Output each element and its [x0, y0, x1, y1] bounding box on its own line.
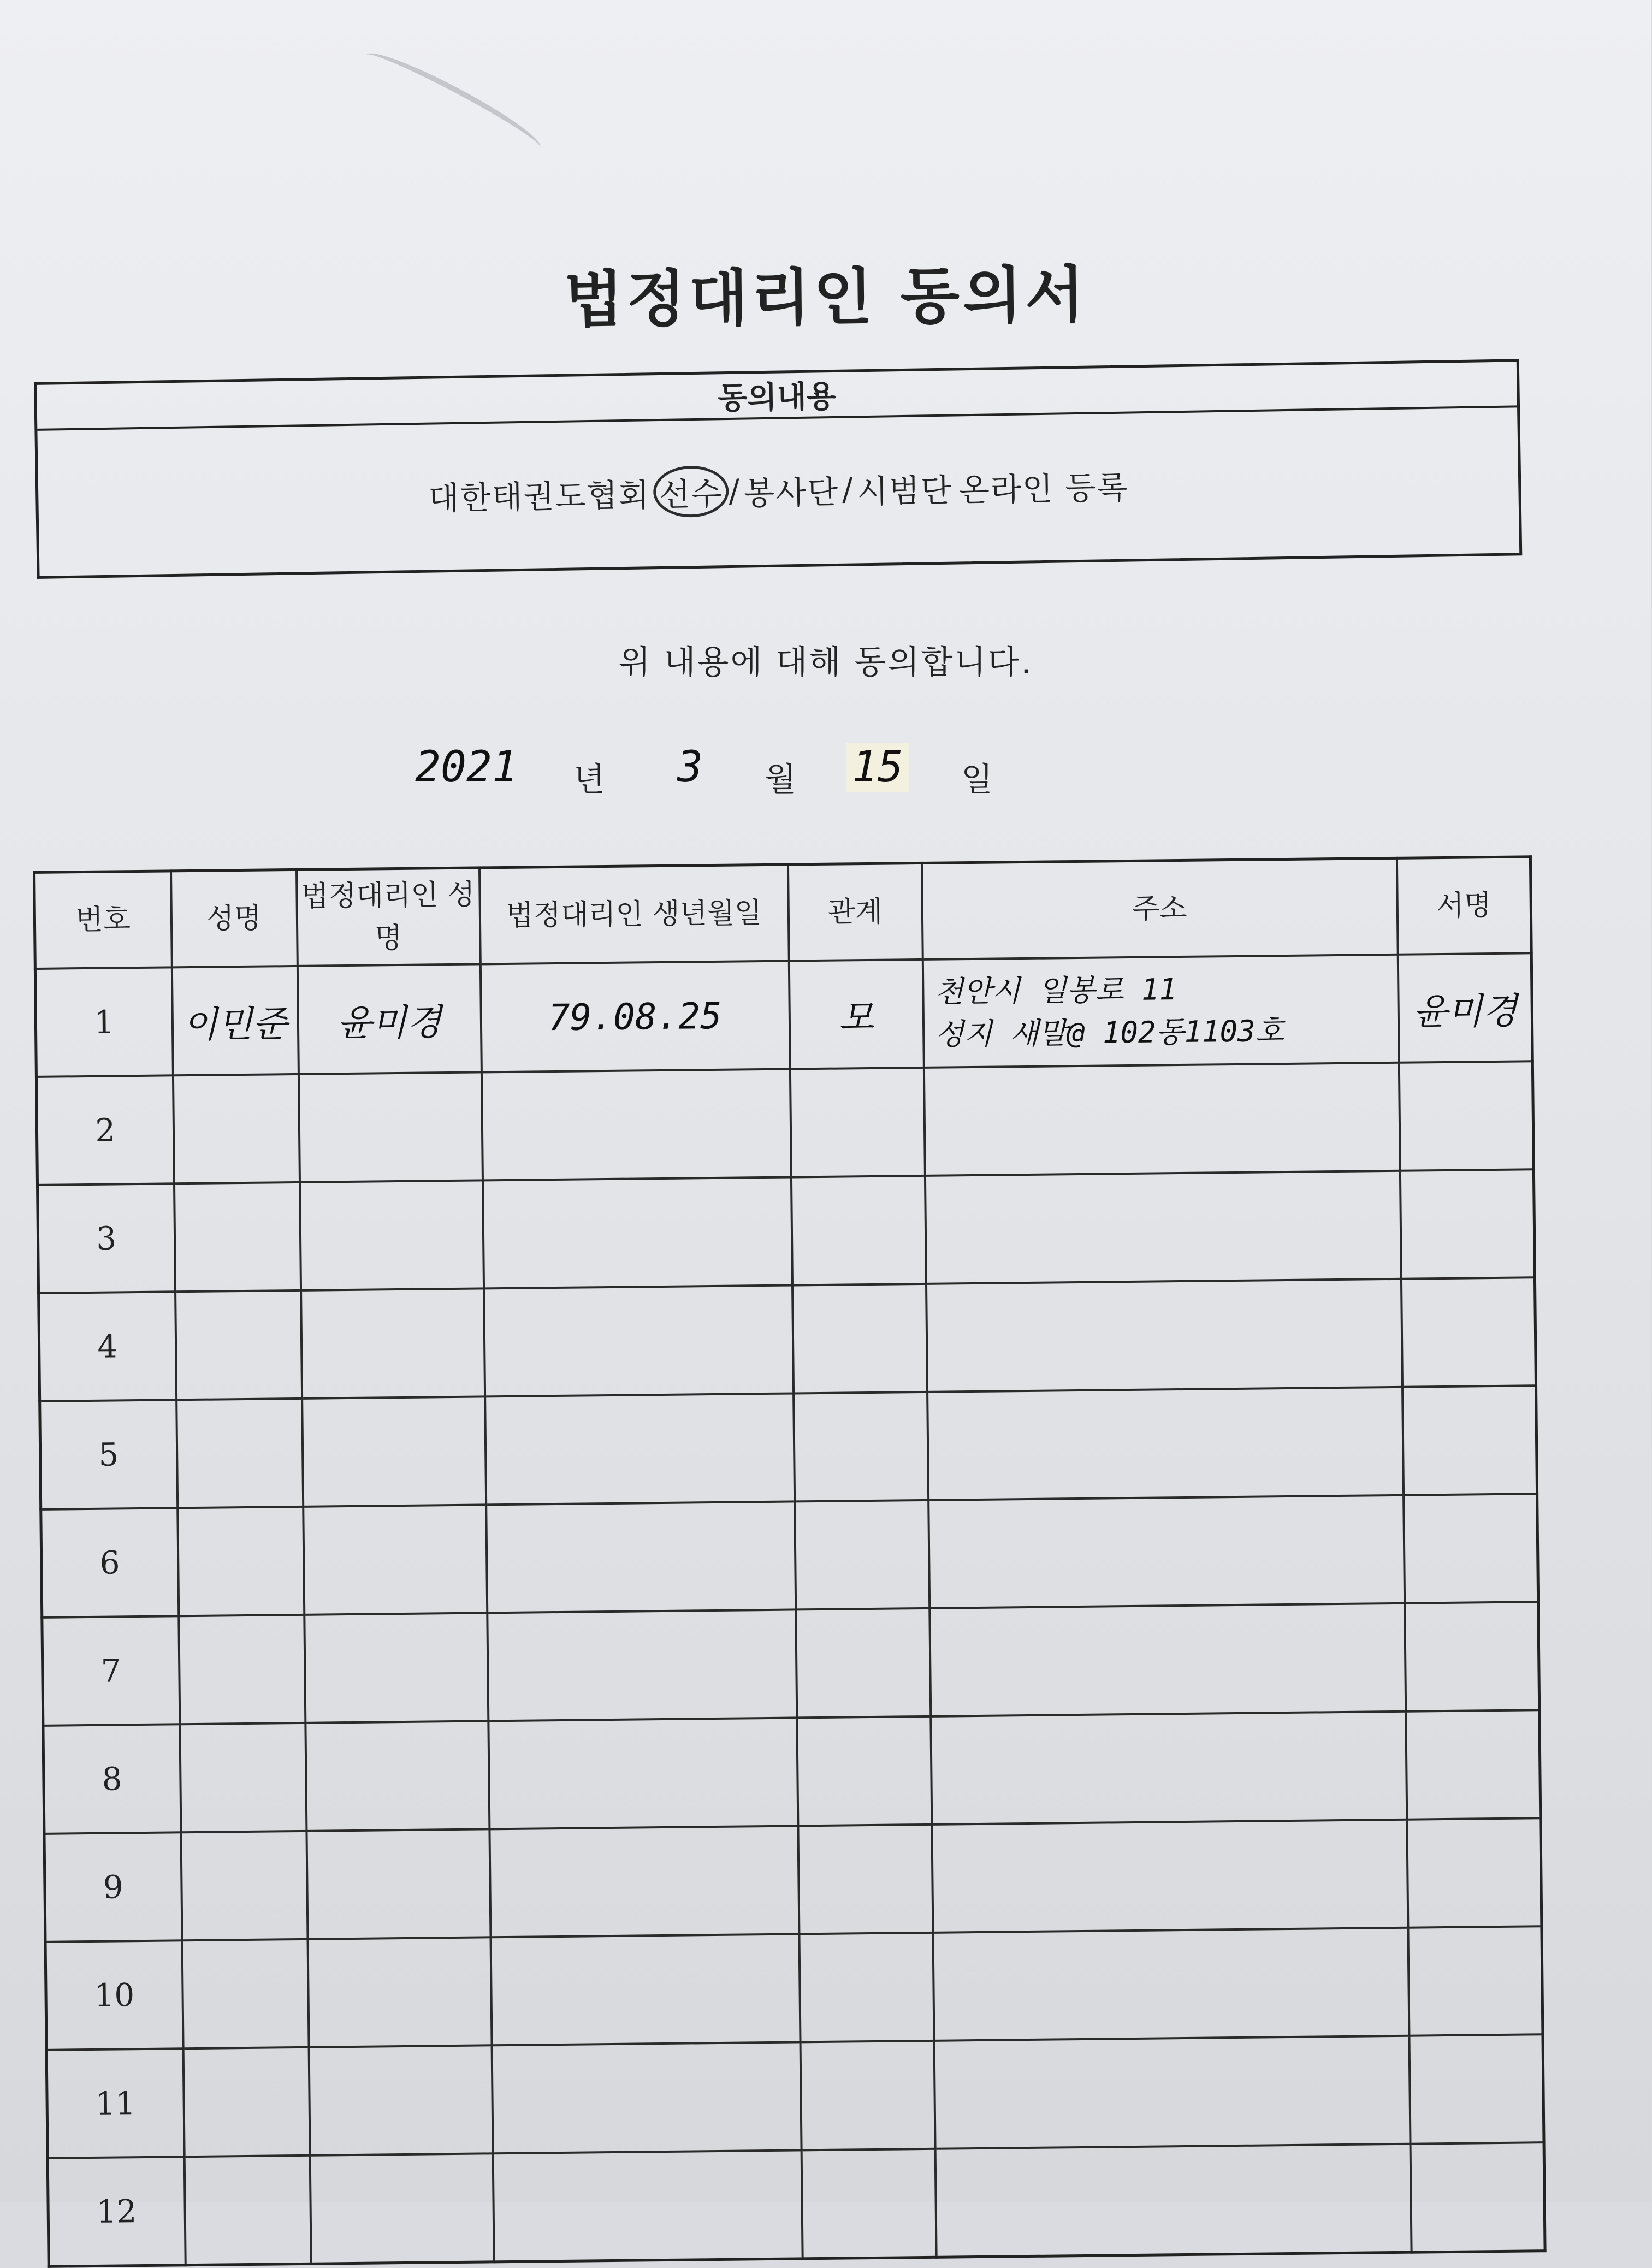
- row-name: 이민준: [171, 966, 298, 1075]
- date-month: 3: [677, 743, 703, 792]
- row-address: [922, 955, 1399, 1068]
- table-row: [40, 1385, 1537, 1509]
- table-row: [45, 1926, 1543, 2050]
- row-relation: 모: [789, 960, 923, 1069]
- table-row: [43, 1710, 1541, 1834]
- row-guardian-birth: 79.08.25: [480, 961, 790, 1073]
- consent-suffix: 온라인 등록: [958, 469, 1129, 509]
- row-number: 12: [48, 2157, 185, 2266]
- date-day-unit: 일: [961, 761, 993, 799]
- consent-org: 대한태권도협회: [428, 476, 651, 517]
- table-row: [39, 1277, 1536, 1401]
- agreement-statement: 위 내용에 대해 동의합니다.: [618, 643, 1033, 682]
- table-row: [48, 2142, 1545, 2266]
- table-row: [38, 1169, 1535, 1293]
- table-row: [36, 1061, 1533, 1185]
- col-header-relation: 관계: [787, 863, 922, 961]
- consent-option-player: 선수: [653, 465, 730, 518]
- consent-header: 동의내용: [37, 362, 1517, 431]
- date-month-unit: 월: [765, 761, 796, 799]
- date-day: 15: [846, 743, 909, 792]
- table-row: [42, 1602, 1540, 1726]
- table-header-row: [34, 857, 1532, 969]
- registration-table: [33, 855, 1547, 2268]
- table-row: [44, 1818, 1542, 1942]
- table-row: [46, 2034, 1544, 2158]
- row-number: 1: [35, 967, 173, 1077]
- table-row: [35, 953, 1532, 1077]
- consent-content: 대한태권도협회 선수 / 봉사단 / 시범단 온라인 등록: [37, 407, 1519, 573]
- row-number: 8: [43, 1724, 181, 1834]
- row-signature: 윤미경: [1398, 953, 1532, 1063]
- row-number: 11: [46, 2048, 184, 2158]
- row-number: 9: [44, 1832, 182, 1942]
- row-address-line-2: 성지 새말@ 102동1103호: [935, 1014, 1284, 1052]
- row-number: 7: [42, 1616, 180, 1726]
- date-line: [415, 743, 1125, 803]
- consent-option-volunteer: 봉사단: [743, 473, 839, 512]
- row-number: 4: [39, 1292, 176, 1401]
- col-header-guardian-name: 법정대리인 성명: [296, 868, 480, 966]
- row-address-line-1: 천안시 일봉로 11: [934, 972, 1177, 1009]
- row-number: 6: [41, 1508, 179, 1618]
- date-year: 2021: [415, 743, 518, 792]
- table-row: [41, 1494, 1538, 1618]
- date-year-unit: 년: [573, 761, 605, 799]
- row-number: 2: [36, 1075, 174, 1185]
- row-number: 5: [40, 1400, 177, 1509]
- col-header-name: 성명: [171, 869, 298, 967]
- col-header-address: 주소: [921, 858, 1398, 960]
- consent-option-demo: 시범단: [857, 471, 953, 511]
- col-header-number: 번호: [34, 871, 172, 969]
- col-header-signature: 서명: [1396, 857, 1531, 955]
- document-title: 법정대리인 동의서: [564, 259, 1088, 336]
- registration-table-wrap: [33, 855, 1543, 2236]
- row-number: 3: [38, 1183, 175, 1293]
- consent-box: [34, 359, 1522, 579]
- col-header-guardian-birth: 법정대리인 생년월일: [479, 864, 789, 964]
- row-number: 10: [45, 1940, 183, 2050]
- paper-smudge: [360, 43, 546, 159]
- row-guardian-name: 윤미경: [297, 964, 481, 1074]
